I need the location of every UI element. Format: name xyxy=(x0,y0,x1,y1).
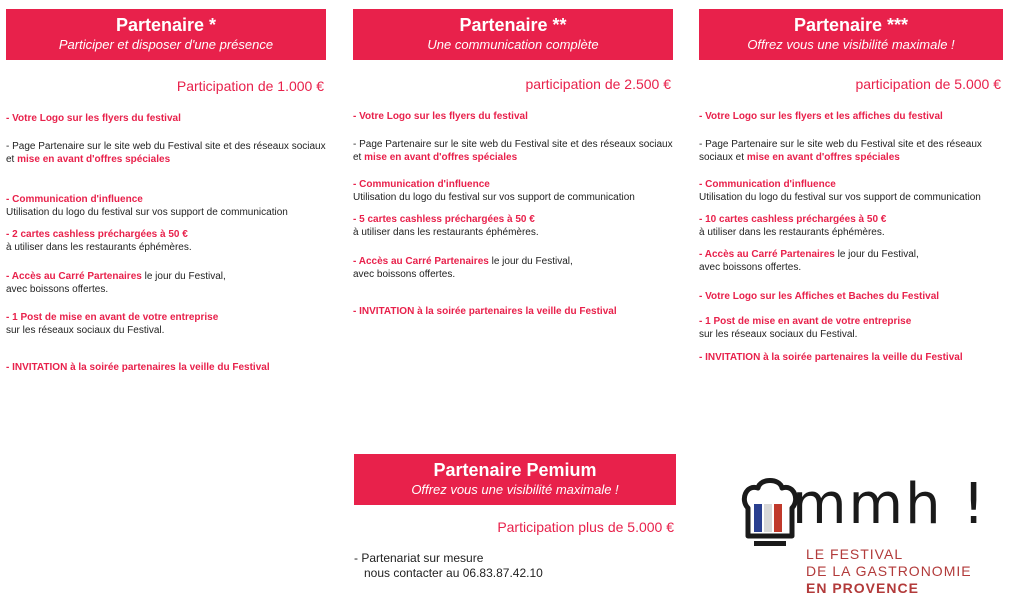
feature-item: - Accès au Carré Partenaires le jour du Festival, avec boissons offertes. xyxy=(6,271,226,295)
feature-item: - Page Partenaire sur le site web du Festival site et des réseaux sociaux et mise en avant d'offres spéciales xyxy=(699,139,982,163)
feature-item: - Votre Logo sur les flyers du festival xyxy=(6,113,181,124)
feature-item: - Page Partenaire sur le site web du Festival site et des réseaux sociaux et mise en avant d'offres spéciales xyxy=(6,141,326,165)
partner-price-1: Participation de 1.000 € xyxy=(176,78,324,94)
partner-price-2: participation de 2.500 € xyxy=(525,76,671,92)
feature-item: - Votre Logo sur les Affiches et Baches du Festival xyxy=(699,291,940,302)
festival-logo xyxy=(740,472,1000,602)
feature-item: - 10 cartes cashless préchargées à 50 € à utiliser dans les restaurants éphémères. xyxy=(699,214,887,238)
partner-card-1 xyxy=(6,9,326,374)
premium-contact-line: nous contacter au 06.83.87.42.10 xyxy=(364,566,543,580)
partner-card-3 xyxy=(699,9,1003,364)
partner-banner-3 xyxy=(699,9,1003,60)
chef-hat-icon xyxy=(740,478,800,548)
partner-title-3: Partenaire *** xyxy=(793,15,909,35)
feature-item: - Votre Logo sur les flyers du festival xyxy=(353,111,528,122)
partner-price-3: participation de 5.000 € xyxy=(855,76,1001,92)
premium-price: Participation plus de 5.000 € xyxy=(497,519,674,535)
partner-subtitle-1: Participer et disposer d'une présence xyxy=(58,37,274,52)
logo-wordmark: mmh ! xyxy=(792,472,987,537)
premium-feature-line: - Partenariat sur mesure xyxy=(354,551,484,565)
feature-item: - Communication d'influence Utilisation du logo du festival sur vos support de communication xyxy=(353,179,635,203)
partner-card-2 xyxy=(353,9,673,318)
feature-item: - Communication d'influence Utilisation du logo du festival sur vos support de communication xyxy=(699,179,981,203)
feature-item: - Page Partenaire sur le site web du Festival site et des réseaux sociaux et mise en avant d'offres spéciales xyxy=(353,139,673,163)
feature-item: - 2 cartes cashless préchargées à 50 € à utiliser dans les restaurants éphémères. xyxy=(6,229,192,253)
feature-list-1 xyxy=(6,112,326,374)
partner-subtitle-3: Offrez vous une visibilité maximale ! xyxy=(747,37,955,52)
feature-item: - 1 Post de mise en avant de votre entreprise sur les réseaux sociaux du Festival. xyxy=(699,316,912,340)
feature-item: - INVITATION à la soirée partenaires la veille du Festival xyxy=(353,306,617,317)
partner-subtitle-2: Une communication complète xyxy=(427,37,599,52)
logo-line-3: EN PROVENCE xyxy=(806,580,919,596)
logo-tagline xyxy=(806,546,972,597)
partner-card-premium xyxy=(354,454,676,581)
feature-item: - INVITATION à la soirée partenaires la veille du Festival xyxy=(699,352,963,363)
premium-banner xyxy=(354,454,676,505)
feature-item: - 5 cartes cashless préchargées à 50 € à utiliser dans les restaurants éphémères. xyxy=(353,214,539,238)
partner-banner-1 xyxy=(6,9,326,60)
partner-title-2: Partenaire ** xyxy=(459,15,567,35)
feature-item: - INVITATION à la soirée partenaires la veille du Festival xyxy=(6,362,270,373)
logo-line-1: LE FESTIVAL xyxy=(806,546,904,562)
feature-item: - 1 Post de mise en avant de votre entreprise sur les réseaux sociaux du Festival. xyxy=(6,312,219,336)
feature-item: - Accès au Carré Partenaires le jour du Festival, avec boissons offertes. xyxy=(353,256,573,280)
feature-item: - Communication d'influence Utilisation du logo du festival sur vos support de communication xyxy=(6,194,288,218)
logo-line-2: DE LA GASTRONOMIE xyxy=(806,563,972,579)
feature-item: - Accès au Carré Partenaires le jour du Festival, avec boissons offertes. xyxy=(699,249,919,273)
feature-list-3 xyxy=(699,110,1003,364)
premium-subtitle: Offrez vous une visibilité maximale ! xyxy=(411,482,619,497)
feature-list-2 xyxy=(353,110,673,318)
premium-title: Partenaire Pemium xyxy=(433,460,597,480)
partner-banner-2 xyxy=(353,9,673,60)
feature-item: - Votre Logo sur les flyers et les affiches du festival xyxy=(699,111,943,122)
partner-title-1: Partenaire * xyxy=(115,15,217,35)
